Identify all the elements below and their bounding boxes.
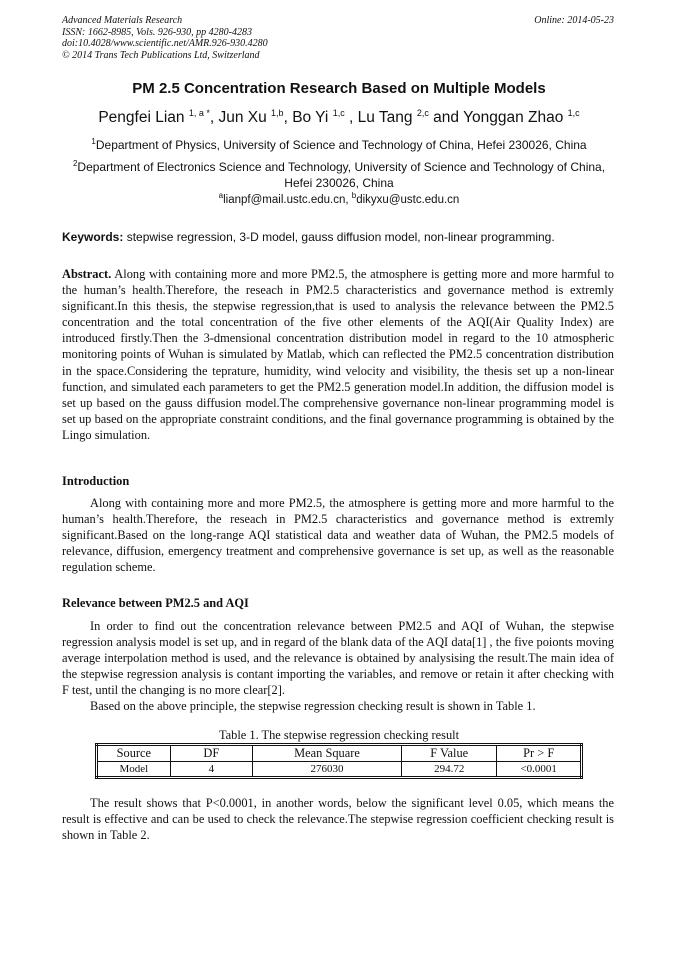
journal-name: Advanced Materials Research [62,15,183,26]
email-b: dikyxu@ustc.edu.cn [356,194,460,206]
author-name: Jun Xu [218,109,267,126]
keywords-text: stepwise regression, 3-D model, gauss diffusion model, non-linear programming. [123,230,555,244]
relevance-paragraph-2: Based on the above principle, the stepwise regression checking result is shown in Table 1. [90,699,536,713]
author-list [0,109,678,127]
affiliation-mark: 2 [72,159,78,168]
author-affiliation-mark: 1,b [271,107,284,118]
abstract-label: Abstract. [62,267,112,281]
affiliation-text: Department of Electronics Science and Technology, University of Science and Technology of China, Hefei 230026, China [77,160,606,190]
author-name: Yonggan Zhao [463,109,564,126]
table-cell: 4 [170,762,252,778]
author-affiliation-mark: 1, a * [188,107,210,118]
table-cell: <0.0001 [497,762,582,778]
journal-header [62,15,268,61]
email-a: lianpf@mail.ustc.edu.cn, [223,194,352,206]
introduction-text: Along with containing more and more PM2.5, the atmosphere is getting more and more harmful to the human’s health.Therefore, the reseach in PM2.5 characteristics and governance method is extremly significant.Based on the long-range AQI statistical data and weather data of Wuhan, the PM2.5 models of relevance, diffusion, emergency treatment and comprehensive governance is set up, as well as the reasonable regulation scheme. [62,496,614,575]
author-separator: and [428,109,464,126]
section-heading-relevance: Relevance between PM2.5 and AQI [62,596,249,610]
table-header-cell: F Value [402,745,497,762]
table-caption: Table 1. The stepwise regression checking result [218,728,460,742]
table-cell: Model [119,763,149,775]
table-header-cell: Pr > F [497,745,582,762]
online-date: Online: 2014-05-23 [534,15,614,26]
table-header-row [97,745,582,762]
journal-doi: doi:10.4028/www.scientific.net/AMR.926-930.4280 [62,38,268,49]
email-mark: b [351,191,357,201]
email-mark: a [218,191,224,201]
table-header-cell: DF [170,745,252,762]
table-header-cell: Mean Square [253,745,402,762]
table-header-cell: Source [97,745,171,762]
relevance-paragraph-1: In order to find out the concentration relevance between PM2.5 and AQI of Wuhan, the stepwise regression analysis model is set up, and in regard of the blank data of the AQI data[1] , the five poionts moving average interpolation method is used, and the relevance is obtained by analysising the result.The main idea of the stepwise regression analysis is contant importing the variables, and remove or retain it after checking with F test, until the changing is no more clear[2]. [62,619,614,698]
affiliation-text: Department of Physics, University of Science and Technology of China, Hefei 230026, China [95,138,587,152]
journal-copyright: © 2014 Trans Tech Publications Ltd, Switzerland [62,49,260,61]
paper-title: PM 2.5 Concentration Research Based on Multiple Models [132,80,546,97]
author-separator: , [283,109,293,126]
table-cell: 294.72 [402,762,497,778]
affiliation-mark: 1 [91,137,96,146]
keywords-label: Keywords: [62,230,124,244]
affiliation-1 [62,137,616,153]
abstract [62,266,614,443]
author-name: Pengfei Lian [98,109,185,126]
author-affiliation-mark: 1,c [332,107,345,118]
table-cell: 276030 [253,762,402,778]
abstract-text: Along with containing more and more PM2.5, the atmosphere is getting more and more harmful to the human’s health.Therefore, the reseach in PM2.5 characteristics and governance method is extremly significant.In this thesis, the stepwise regression,that is used to analysis the relevance between the PM2.5 concentration and the total concentration of the five other elements of the AQI(Air Quality Index) are introduced firstly.Then the 3-dmensional concentration distribution model in regard to the 10 atmospheric monitoring points of Wuhan is simulated by Matlab, which can reflected the PM2.5 concentration distribution in the space.Considering the teprature, humidity, wind velocity and visibility, the thesis set up a non-linear function, and simulated each parameters to get the PM2.5 generation model.In addition, the diffusion model is set up based on the gauss diffusion model.The comprehensive governance non-linear programming model is set up based on the appropriate constraint conditions, and the final governance programming is obtained by the Lingo simulation. [62,267,614,442]
author-affiliation-mark: 1,c [567,107,580,118]
journal-issn: ISSN: 1662-8985, Vols. 926-930, pp 4280-4283 [62,26,252,38]
affiliation-2 [62,159,616,191]
regression-table [95,743,583,779]
table-row [97,762,582,778]
author-name: Bo Yi [292,109,329,126]
author-separator: , [344,109,358,126]
email-line [0,191,678,206]
author-separator: , [209,109,219,126]
author-affiliation-mark: 2,c [416,107,429,118]
author-name: Lu Tang [357,109,413,126]
section-heading-introduction: Introduction [62,474,130,488]
keywords [62,230,616,244]
relevance-paragraph-3: The result shows that P<0.0001, in another words, below the significant level 0.05, which means the result is effective and can be used to check the relevance.The stepwise regression coefficient checking result is shown in Table 2. [62,796,614,843]
